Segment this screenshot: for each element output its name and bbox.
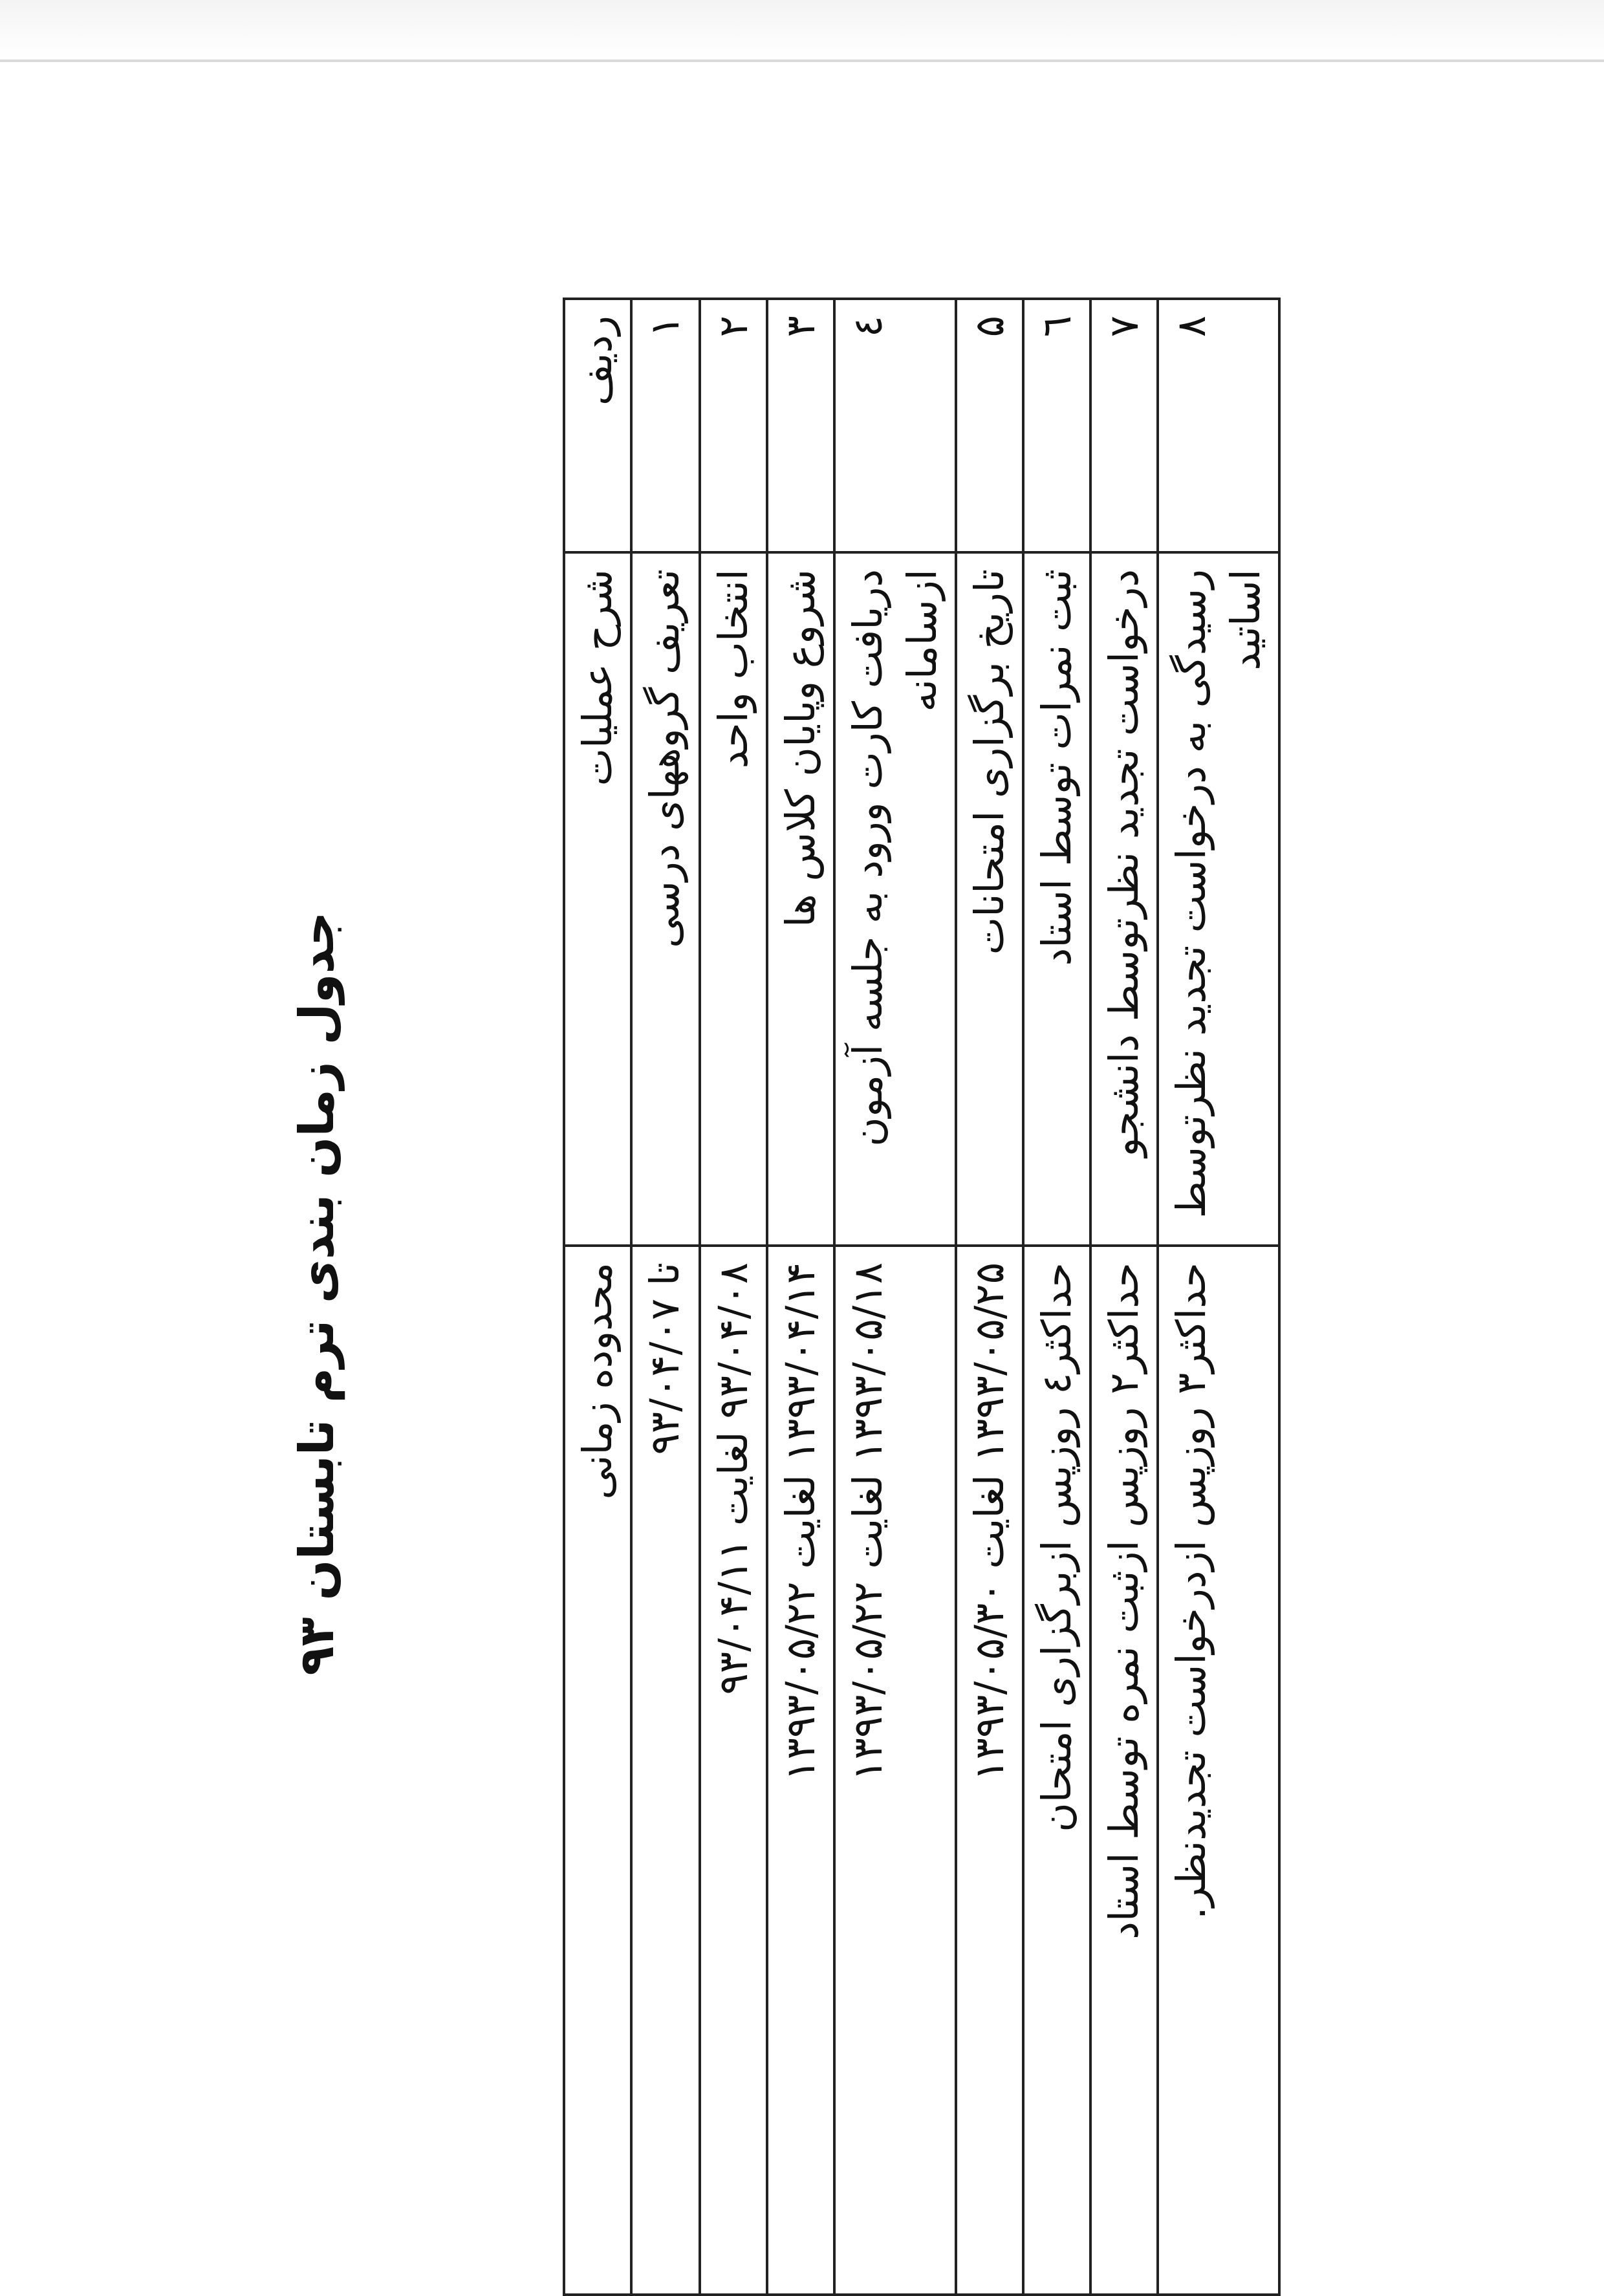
table-row (1090, 299, 1158, 2295)
row-description: شروع وپایان کلاس ها (767, 552, 834, 1246)
header-time-range: محدوده زمانی (564, 1246, 631, 2295)
row-number: ۱ (631, 299, 700, 552)
row-time-range: تا ۹۳/۰۴/۰۷ (631, 1246, 700, 2295)
table-row (700, 299, 767, 2295)
table-row (1023, 299, 1090, 2295)
header-row-number: ردیف (564, 299, 631, 552)
row-time-range: حداکثر۲ روزپس ازثبت نمره توسط استاد (1090, 1246, 1158, 2295)
row-number: ۷ (1090, 299, 1158, 552)
row-description: تاریخ برگزاری امتحانات (956, 552, 1023, 1246)
table-header-row (564, 299, 631, 2295)
scan-top-shadow (0, 0, 1604, 60)
row-description: انتخاب واحد (700, 552, 767, 1246)
row-description: دریافت کارت ورود به جلسه آزمون ازسامانه (834, 552, 956, 1246)
row-description: درخواست تجدید نظرتوسط دانشجو (1090, 552, 1158, 1246)
document-title: جدول زمان بندی ترم تابستان ۹۳ (289, 911, 345, 1676)
row-time-range: حداکثر۳ روزپس ازدرخواست تجدیدنظر. (1158, 1246, 1279, 2295)
table-row (834, 299, 956, 2295)
table-row (631, 299, 700, 2295)
row-time-range: ۱۳۹۳/۰۵/۱۸ لغایت ۱۳۹۳/۰۵/۲۲ (834, 1246, 956, 2295)
row-description: رسیدگی به درخواست تجدید نظرتوسط اساتید (1158, 552, 1279, 1246)
row-number: ۲ (700, 299, 767, 552)
row-number: ٦ (1023, 299, 1090, 552)
row-time-range: ۹۳/۰۴/۰۸ لغایت ۹۳/۰۴/۱۱ (700, 1246, 767, 2295)
row-number: ٤ (834, 299, 956, 552)
row-number: ۸ (1158, 299, 1279, 552)
row-time-range: ۱۳۹۳/۰۵/۲۵ لغایت ۱۳۹۳/۰۵/۳۰ (956, 1246, 1023, 2295)
header-description: شرح عملیات (564, 552, 631, 1246)
row-description: تعریف گروههای درسی (631, 552, 700, 1246)
row-time-range: حداکثر٤ روزپس ازبرگزاری امتحان (1023, 1246, 1090, 2295)
row-time-range: ۱۳۹۳/۰۴/۱۴ لغایت ۱۳۹۳/۰۵/۲۲ (767, 1246, 834, 2295)
schedule-table (563, 298, 1281, 2296)
table-row (767, 299, 834, 2295)
row-number: ۳ (767, 299, 834, 552)
table-row (956, 299, 1023, 2295)
row-number: ۵ (956, 299, 1023, 552)
scan-paper-edge (0, 60, 1604, 62)
table-row (1158, 299, 1279, 2295)
row-description: ثبت نمرات توسط استاد (1023, 552, 1090, 1246)
rotated-page-content (285, 291, 1578, 2296)
